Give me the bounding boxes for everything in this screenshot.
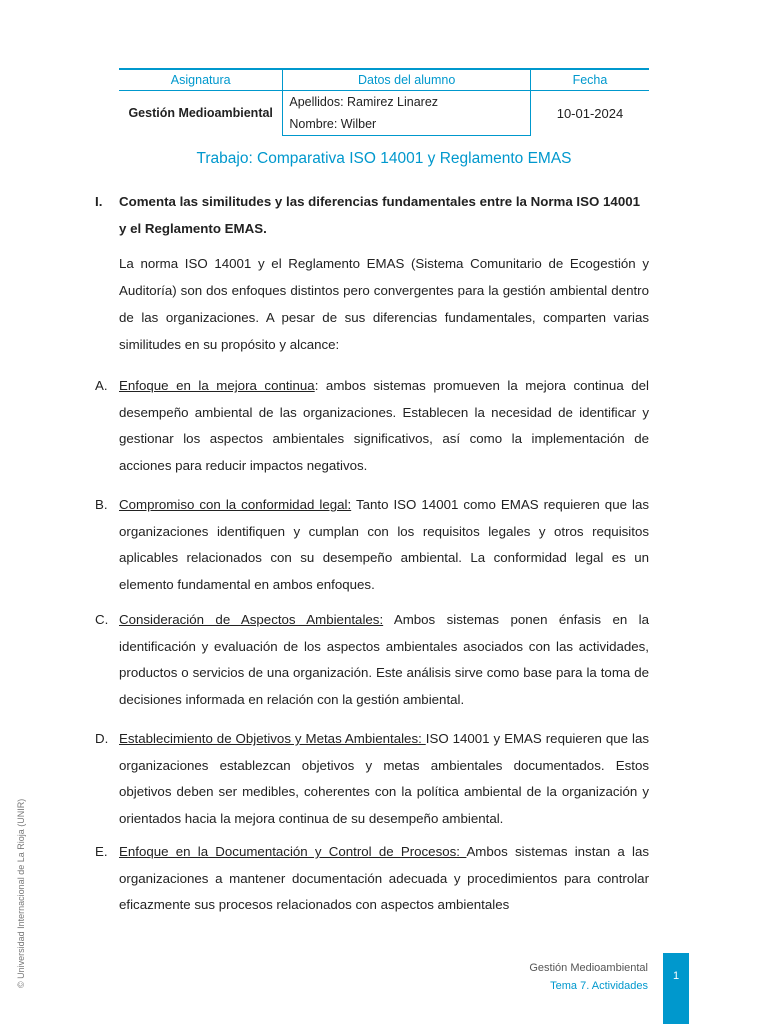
date-value: 10-01-2024 [556, 105, 624, 121]
list-item-heading: Establecimiento de Objetivos y Metas Ambientales: [119, 731, 426, 746]
list-item-text: Ambos sistemas instan a las organizaciones a mantener documentación adecuada y procedimientos para controlar eficazmente sus procesos relacionados con aspectos ambientales [119, 844, 649, 912]
page-number: 1 [672, 970, 680, 982]
list-item-label: C. [95, 612, 109, 627]
header-col-date: Fecha [530, 69, 649, 91]
list-item [95, 492, 649, 598]
student-name: Nombre: Wilber [283, 113, 531, 136]
list-item-heading: Enfoque en la mejora continua [119, 378, 315, 393]
list-item-label: D. [95, 731, 109, 746]
list-item [95, 373, 649, 479]
intro-paragraph: La norma ISO 14001 y el Reglamento EMAS (Sistema Comunitario de Ecogestión y Auditoría) son dos enfoques distintos pero convergentes para la gestión ambiental dentro de las organizaciones. A pesar de sus diferencias fundamentales, comparten varias similitudes en su propósito y alcance: [119, 256, 649, 352]
list-item-text: ISO 14001 y EMAS requieren que las organizaciones establezcan objetivos y metas ambientales documentados. Estos objetivos deben ser medibles, coherentes con la política ambiental de la organización y orientados hacia la mejora continua de su desempeño ambiental. [119, 731, 649, 826]
list-item-heading: Enfoque en la Documentación y Control de Procesos: [119, 844, 467, 859]
footer-course: Gestión Medioambiental [529, 962, 648, 974]
question-text: Comenta las similitudes y las diferencias fundamentales entre la Norma ISO 14001 y el Reglamento EMAS. [119, 194, 641, 236]
list-item-text: ambos sistemas promueven la mejora continua del desempeño ambiental de las organizaciones. Establecen la necesidad de identificar y gestionar los aspectos ambientales significativos, así como la implementación de acciones para reducir impactos negativos. [119, 378, 649, 473]
question-number: I. [95, 194, 103, 209]
list-item-text: Ambos sistemas ponen énfasis en la identificación y evaluación de los aspectos ambientales asociados con las actividades, productos o servicios de una organización. Este análisis sirve como base para la toma de decisiones informada en relación con la gestión ambiental. [119, 612, 649, 707]
footer-topic: Tema 7. Actividades [550, 980, 648, 992]
header-table [119, 68, 649, 136]
list-item-label: B. [95, 497, 108, 512]
list-item [95, 726, 649, 832]
page-number-tab [663, 953, 689, 1024]
copyright-vertical: © Universidad Internacional de La Rioja (UNIR) [16, 798, 26, 988]
list-item-label: A. [95, 378, 108, 393]
list-item-heading: Consideración de Aspectos Ambientales: [119, 612, 384, 627]
header-col-subject: Asignatura [119, 69, 283, 91]
list-item [95, 607, 649, 713]
list-item-heading: Compromiso con la conformidad legal: [119, 497, 352, 512]
subject-value: Gestión Medioambiental [119, 91, 283, 136]
list-item [95, 839, 649, 919]
question [95, 188, 649, 242]
list-item-text: Tanto ISO 14001 como EMAS requieren que las organizaciones identifiquen y cumplan con los requisitos legales y otros requisitos aplicables relacionados con su desempeño ambiental. La conformidad legal es un elemento fundamental en ambos enfoques. [119, 497, 649, 592]
list-item-label: E. [95, 844, 108, 859]
header-col-student: Datos del alumno [283, 69, 531, 91]
list-item-sep: : [314, 378, 319, 393]
document-title: Trabajo: Comparativa ISO 14001 y Reglamento EMAS [196, 150, 572, 167]
student-surname: Apellidos: Ramirez Linarez [283, 91, 531, 114]
